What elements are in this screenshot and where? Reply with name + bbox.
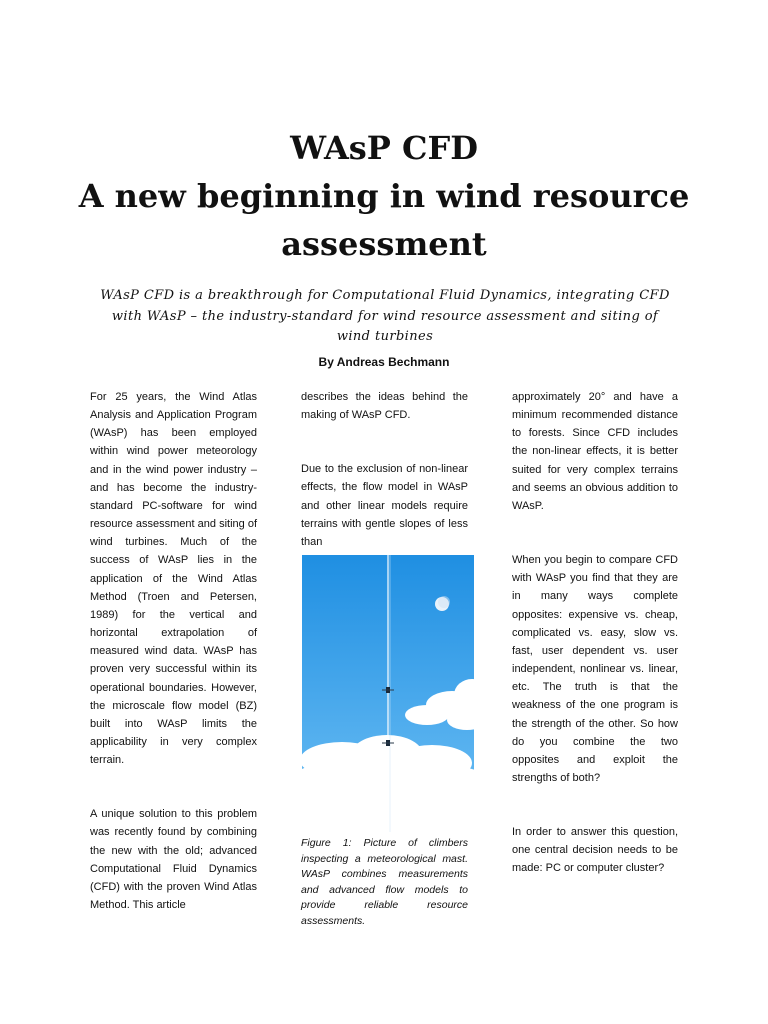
title-line-1: WAsP CFD <box>290 129 478 167</box>
column-2 <box>301 388 468 551</box>
column-3 <box>512 388 678 878</box>
figure-caption: Figure 1: Picture of climbers inspecting a meteorological mast. WAsP combines measurements and advanced flow models to provide reliable resource assessments. <box>301 837 468 927</box>
column-3-paragraph-1: approximately 20° and have a minimum recommended distance to forests. Since CFD includes the non-linear effects, it is better suited for very complex terrains and seems an obvious addition to WAsP. <box>512 391 678 512</box>
title-line-2: A new beginning in wind resource <box>78 177 690 215</box>
column-2-paragraph-2: Due to the exclusion of non-linear effects, the flow model in WAsP and other linear models require terrains with gentle slopes of less than <box>301 463 468 548</box>
title-line-3: assessment <box>281 225 487 263</box>
figure-photo-meteorological-mast <box>302 555 474 832</box>
subtitle: WAsP CFD is a breakthrough for Computational Fluid Dynamics, integrating CFD with WAsP – the industry-standard for wind resource assessment and siting of wind turbines <box>100 288 670 344</box>
column-3-paragraph-3: In order to answer this question, one central decision needs to be made: PC or computer cluster? <box>512 826 678 875</box>
column-1-paragraph-2: A unique solution to this problem was recently found by combining the new with the old; advanced Computational Fluid Dynamics (CFD) with the proven Wind Atlas Method. This article <box>90 808 257 912</box>
column-1-paragraph-1: For 25 years, the Wind Atlas Analysis and Application Program (WAsP) has been employed within wind power meteorology and in the wind power industry – and has become the industry-standard PC-software for wind resource assessment and siting of wind turbines. Much of the success of WAsP lies in the application of the Wind Atlas Method (Troen and Petersen, 1989) for the vertical and horizontal extrapolation of measured wind data. WAsP has proven very successful within its operational boundaries. However, the microscale flow model (BZ) built into WAsP limits the applicability in very complex terrain. <box>90 391 257 767</box>
mast-sky-image <box>302 555 474 832</box>
column-2-paragraph-1: describes the ideas behind the making of WAsP CFD. <box>301 391 468 422</box>
column-3-paragraph-2: When you begin to compare CFD with WAsP you find that they are in many ways complete opposites: expensive vs. cheap, complicated vs. easy, slow vs. fast, user dependent vs. user independent, nonlinear vs. linear, etc. The truth is that the weakness of the one program is the strength of the other. So how do you combine the two opposites and exploit the strengths of both? <box>512 554 678 784</box>
byline: By Andreas Bechmann <box>318 355 450 369</box>
column-1 <box>90 388 257 914</box>
